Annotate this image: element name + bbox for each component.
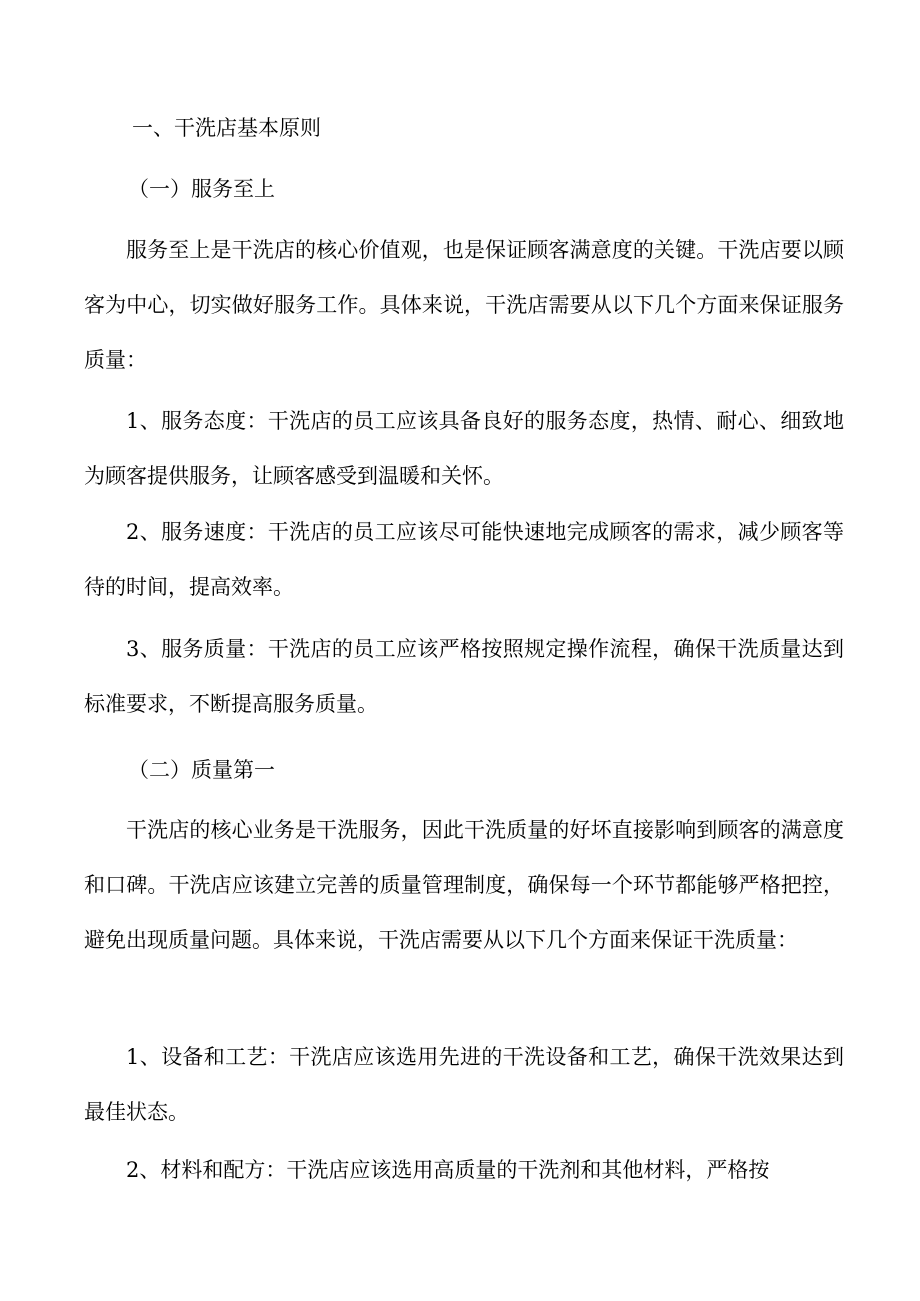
list-item-service-quality: 3、服务质量：干洗店的员工应该严格按照规定操作流程，确保干洗质量达到标准要求，不断提高服务质量。 bbox=[84, 637, 844, 716]
list-item-service-attitude: 1、服务态度：干洗店的员工应该具备良好的服务态度，热情、耐心、细致地为顾客提供服务，让顾客感受到温暖和关怀。 bbox=[84, 409, 844, 488]
paragraph-quality-intro: 干洗店的核心业务是干洗服务，因此干洗质量的好坏直接影响到顾客的满意度和口碑。干洗店应该建立完善的质量管理制度，确保每一个环节都能够严格把控，避免出现质量问题。具体来说，干洗店需要从以下几个方面来保证干洗质量： bbox=[84, 818, 844, 952]
subsection-title-quality: （二）质量第一 bbox=[128, 758, 275, 782]
list-item-equipment-process: 1、设备和工艺：干洗店应该选用先进的干洗设备和工艺，确保干洗效果达到最佳状态。 bbox=[84, 1045, 844, 1124]
list-item-materials-formula: 2、材料和配方：干洗店应该选用高质量的干洗剂和其他材料，严格按 bbox=[126, 1158, 770, 1182]
paragraph-service-intro: 服务至上是干洗店的核心价值观，也是保证顾客满意度的关键。干洗店要以顾客为中心，切实做好服务工作。具体来说，干洗店需要从以下几个方面来保证服务质量： bbox=[84, 238, 844, 372]
subsection-title-service: （一）服务至上 bbox=[128, 177, 275, 201]
list-item-service-speed: 2、服务速度：干洗店的员工应该尽可能快速地完成顾客的需求，减少顾客等待的时间，提高效率。 bbox=[84, 520, 844, 599]
section-title: 一、干洗店基本原则 bbox=[132, 116, 321, 140]
